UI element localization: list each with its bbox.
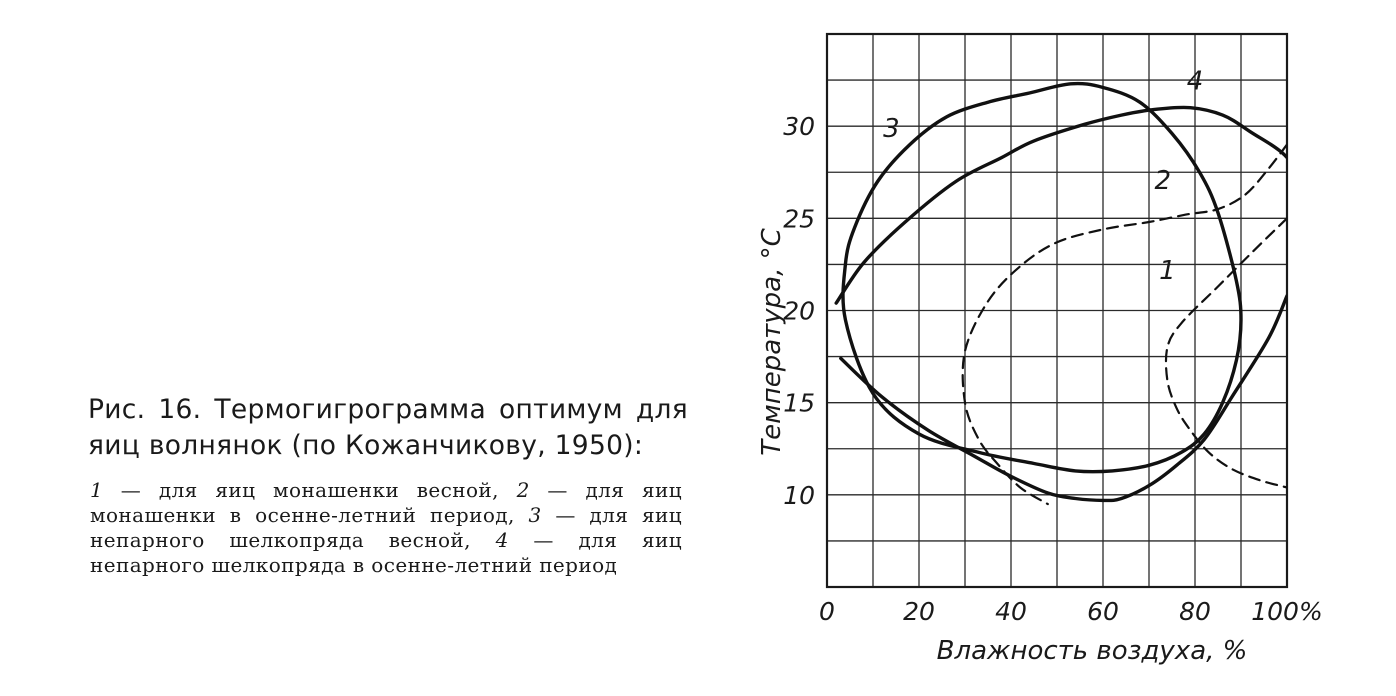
x-tick-label: 40 bbox=[995, 597, 1027, 626]
y-tick-label: 20 bbox=[783, 296, 815, 326]
legend-text-1: — для яиц монашенки весной, bbox=[103, 478, 517, 502]
figure-caption bbox=[88, 392, 688, 578]
legend-number-3: 3 bbox=[528, 503, 542, 527]
x-tick-label: 20 bbox=[903, 597, 935, 626]
series-1-curve bbox=[1166, 218, 1287, 487]
y-axis-label: Температура, °С bbox=[757, 228, 787, 456]
legend-text-4: — для яиц непарного шелкопряда в осенне-летний период bbox=[90, 528, 682, 577]
curve-label-1: 1 bbox=[1159, 256, 1176, 287]
x-tick-label: 80 bbox=[1179, 597, 1211, 626]
legend-number-1: 1 bbox=[90, 478, 104, 502]
legend-number-4: 4 bbox=[495, 528, 509, 552]
y-tick-label: 30 bbox=[783, 112, 815, 142]
y-tick-label: 10 bbox=[783, 480, 815, 510]
legend-number-2: 2 bbox=[516, 478, 530, 502]
x-tick-label: 60 bbox=[1087, 597, 1119, 626]
curves bbox=[836, 84, 1301, 505]
caption-title: Рис. 16. Термогигрограмма оптимум для яиц волнянок (по Кожанчикову, 1950): bbox=[88, 394, 688, 461]
curve-label-4: 4 bbox=[1186, 66, 1204, 97]
x-tick-label: 0 bbox=[819, 597, 835, 626]
ticks bbox=[783, 112, 1323, 626]
x-axis-label: Влажность воздуха, % bbox=[936, 636, 1248, 666]
curve-label-2: 2 bbox=[1154, 165, 1172, 196]
y-tick-label: 25 bbox=[783, 204, 815, 234]
annotations bbox=[883, 66, 1203, 286]
curve-label-3: 3 bbox=[883, 114, 900, 145]
x-tick-label: 100% bbox=[1251, 597, 1323, 626]
caption-legend bbox=[90, 478, 682, 578]
legend-text-3: — для яиц непарного шелкопряда весной, bbox=[90, 503, 682, 552]
legend-text-2: — для яиц монашенки в осенне-летний период, bbox=[90, 478, 682, 527]
y-tick-label: 15 bbox=[783, 388, 815, 418]
